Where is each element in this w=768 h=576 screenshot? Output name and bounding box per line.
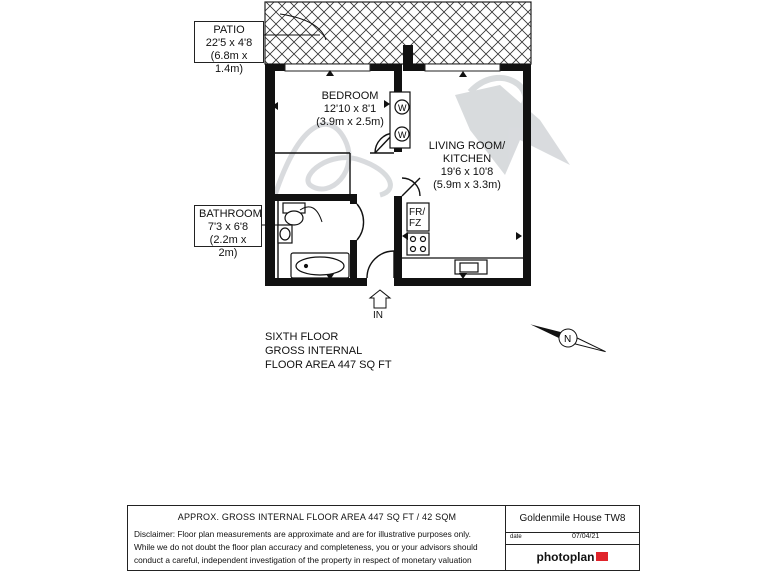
bathroom-fixtures bbox=[278, 203, 349, 278]
footer-headline: APPROX. GROSS INTERNAL FLOOR AREA 447 SQ FT / 42 SQM bbox=[177, 512, 457, 522]
entrance-arrow bbox=[370, 290, 390, 308]
washer-label-1: W bbox=[398, 103, 407, 113]
brand-logo bbox=[506, 545, 639, 570]
disclaimer-line-3: conduct a careful, independent investigation of the property in respect of monetary valuation bbox=[134, 555, 472, 565]
fridge-line-1: FR/ bbox=[409, 207, 426, 218]
patio-label bbox=[194, 21, 264, 75]
living-room-name: LIVING ROOM/ bbox=[428, 140, 506, 152]
living-room-metric: (5.9m x 3.3m) bbox=[433, 179, 501, 191]
entrance-label: IN bbox=[373, 310, 383, 321]
bedroom-imperial: 12'10 x 8'1 bbox=[323, 103, 377, 115]
disclaimer-line-2: While we do not doubt the floor plan accuracy and completeness, you or your advisors should bbox=[134, 542, 478, 552]
date-value: 07/04/21 bbox=[572, 533, 600, 540]
kitchen-name: KITCHEN bbox=[442, 153, 492, 165]
date-label: date bbox=[510, 534, 522, 540]
bathroom-metric: (2.2m x 2m) bbox=[209, 234, 247, 259]
fridge-freezer-label bbox=[409, 207, 425, 229]
washer-label-2: W bbox=[398, 130, 407, 140]
floor-area: FLOOR AREA 447 SQ FT bbox=[265, 359, 392, 371]
brand-name: photoplan bbox=[536, 550, 595, 564]
patio-metric: (6.8m x 1.4m) bbox=[210, 50, 248, 75]
bedroom-metric: (3.9m x 2.5m) bbox=[316, 116, 384, 128]
disclaimer-line-1: Disclaimer: Floor plan measurements are approximate and are for illustrative purposes only. bbox=[134, 529, 471, 539]
bathroom-imperial: 7'3 x 6'8 bbox=[207, 221, 249, 233]
floor-level: SIXTH FLOOR bbox=[265, 331, 339, 343]
property-address: Goldenmile House TW8 bbox=[506, 506, 639, 533]
bathroom-label bbox=[194, 205, 262, 259]
patio-imperial: 22'5 x 4'8 bbox=[205, 37, 253, 49]
patio-area bbox=[265, 2, 531, 64]
bathroom-name: BATHROOM bbox=[199, 208, 262, 220]
bedroom-name: BEDROOM bbox=[321, 90, 379, 102]
patio-name: PATIO bbox=[213, 24, 245, 36]
floor-area-note bbox=[265, 330, 392, 372]
footer-disclaimer-box bbox=[128, 506, 506, 570]
compass-north-label: N bbox=[564, 334, 572, 345]
living-room-label bbox=[412, 140, 522, 192]
bedroom-label bbox=[290, 90, 410, 129]
date-row bbox=[506, 532, 639, 545]
footer-panel bbox=[127, 505, 640, 571]
gross-internal: GROSS INTERNAL bbox=[265, 345, 363, 357]
disclaimer-text bbox=[134, 528, 502, 567]
brand-icon bbox=[596, 552, 608, 561]
fridge-line-2: FZ bbox=[409, 218, 422, 229]
living-room-imperial: 19'6 x 10'8 bbox=[440, 166, 494, 178]
